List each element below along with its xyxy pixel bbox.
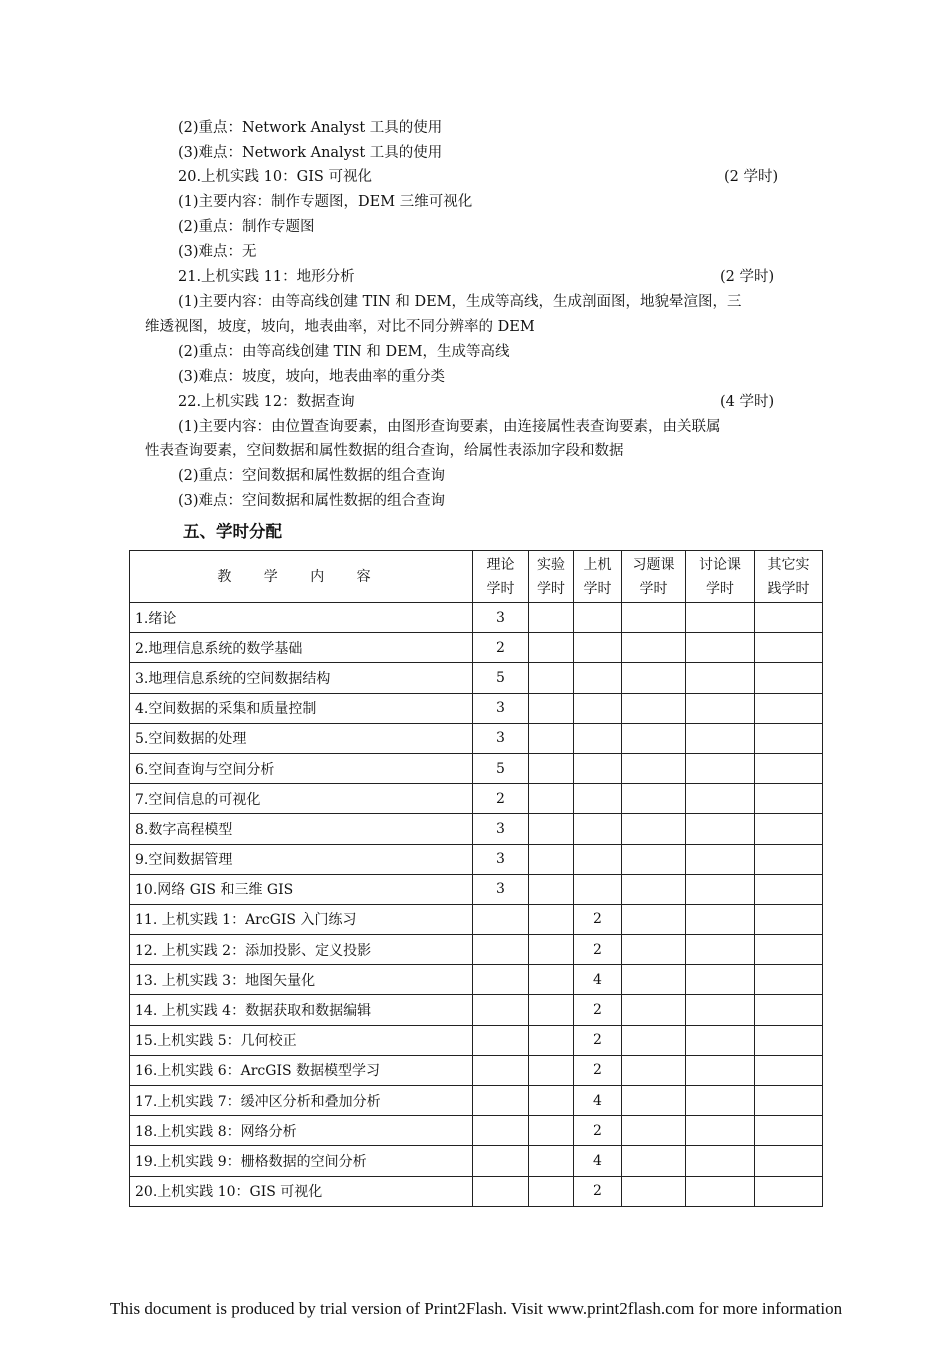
row-discussion-hours — [686, 1055, 755, 1085]
row-lab-hours — [529, 693, 574, 723]
row-content: 18.上机实践 8：网络分析 — [130, 1116, 473, 1146]
row-theory-hours — [473, 935, 529, 965]
row-discussion-hours — [686, 603, 755, 633]
row-other-hours — [755, 723, 823, 753]
row-exercise-hours — [622, 874, 686, 904]
row-theory-hours — [473, 1146, 529, 1176]
row-computer-hours — [574, 633, 622, 663]
row-lab-hours — [529, 784, 574, 814]
hours-label: (2 学时) — [720, 269, 775, 285]
header-content: 教 学 内 容 — [130, 551, 473, 603]
table-row — [130, 814, 823, 844]
row-discussion-hours — [686, 874, 755, 904]
table-row — [130, 874, 823, 904]
row-exercise-hours — [622, 844, 686, 874]
row-lab-hours — [529, 1055, 574, 1085]
row-other-hours — [755, 784, 823, 814]
table-row — [130, 723, 823, 753]
row-lab-hours — [529, 1116, 574, 1146]
row-exercise-hours — [622, 995, 686, 1025]
row-exercise-hours — [622, 814, 686, 844]
table-row — [130, 753, 823, 783]
row-computer-hours — [574, 784, 622, 814]
row-discussion-hours — [686, 1146, 755, 1176]
table-row — [130, 1086, 823, 1116]
table-row — [130, 1116, 823, 1146]
row-computer-hours: 4 — [574, 1086, 622, 1116]
row-discussion-hours — [686, 753, 755, 783]
row-other-hours — [755, 1116, 823, 1146]
item-heading: 21.上机实践 11：地形分析 — [178, 269, 355, 285]
table-row — [130, 693, 823, 723]
row-discussion-hours — [686, 965, 755, 995]
row-computer-hours — [574, 753, 622, 783]
row-content: 16.上机实践 6：ArcGIS 数据模型学习 — [130, 1055, 473, 1085]
row-other-hours — [755, 874, 823, 904]
row-other-hours — [755, 935, 823, 965]
row-computer-hours — [574, 874, 622, 904]
row-other-hours — [755, 693, 823, 723]
row-computer-hours: 2 — [574, 1116, 622, 1146]
row-content: 19.上机实践 9：栅格数据的空间分析 — [130, 1146, 473, 1176]
row-content: 1.绪论 — [130, 603, 473, 633]
row-exercise-hours — [622, 753, 686, 783]
row-other-hours — [755, 753, 823, 783]
text-line: (1)主要内容：由等高线创建 TIN 和 DEM，生成等高线，生成剖面图，地貌晕渲图，三 — [178, 294, 742, 310]
row-discussion-hours — [686, 1025, 755, 1055]
row-discussion-hours — [686, 663, 755, 693]
row-discussion-hours — [686, 935, 755, 965]
row-theory-hours — [473, 1086, 529, 1116]
row-theory-hours: 2 — [473, 784, 529, 814]
row-lab-hours — [529, 965, 574, 995]
row-discussion-hours — [686, 784, 755, 814]
text-line: (3)难点：坡度，坡向，地表曲率的重分类 — [178, 369, 446, 385]
row-exercise-hours — [622, 1146, 686, 1176]
row-computer-hours: 2 — [574, 935, 622, 965]
row-theory-hours: 5 — [473, 753, 529, 783]
row-exercise-hours — [622, 1025, 686, 1055]
header-lab: 实验 学时 — [529, 551, 574, 603]
row-lab-hours — [529, 633, 574, 663]
row-lab-hours — [529, 603, 574, 633]
row-discussion-hours — [686, 814, 755, 844]
row-computer-hours: 4 — [574, 965, 622, 995]
row-exercise-hours — [622, 1055, 686, 1085]
row-content: 5.空间数据的处理 — [130, 723, 473, 753]
row-other-hours — [755, 965, 823, 995]
row-computer-hours: 2 — [574, 1025, 622, 1055]
row-computer-hours: 2 — [574, 1176, 622, 1206]
row-lab-hours — [529, 814, 574, 844]
text-line: (2)重点：制作专题图 — [178, 219, 315, 235]
row-content: 10.网络 GIS 和三维 GIS — [130, 874, 473, 904]
row-content: 14. 上机实践 4：数据获取和数据编辑 — [130, 995, 473, 1025]
row-exercise-hours — [622, 1116, 686, 1146]
row-content: 17.上机实践 7：缓冲区分析和叠加分析 — [130, 1086, 473, 1116]
text-line: 性表查询要素，空间数据和属性数据的组合查询，给属性表添加字段和数据 — [145, 443, 624, 459]
section-title: 五、学时分配 — [183, 522, 282, 541]
row-lab-hours — [529, 995, 574, 1025]
row-lab-hours — [529, 904, 574, 934]
row-theory-hours: 3 — [473, 693, 529, 723]
row-computer-hours: 2 — [574, 904, 622, 934]
row-other-hours — [755, 844, 823, 874]
row-lab-hours — [529, 1146, 574, 1176]
row-exercise-hours — [622, 904, 686, 934]
table-row — [130, 1176, 823, 1206]
row-other-hours — [755, 1176, 823, 1206]
row-discussion-hours — [686, 693, 755, 723]
table-row — [130, 935, 823, 965]
row-discussion-hours — [686, 904, 755, 934]
row-exercise-hours — [622, 723, 686, 753]
row-content: 6.空间查询与空间分析 — [130, 753, 473, 783]
row-theory-hours: 3 — [473, 844, 529, 874]
row-lab-hours — [529, 1025, 574, 1055]
text-line: (1)主要内容：制作专题图，DEM 三维可视化 — [178, 194, 473, 210]
row-other-hours — [755, 603, 823, 633]
row-discussion-hours — [686, 633, 755, 663]
table-row — [130, 995, 823, 1025]
row-content: 15.上机实践 5：几何校正 — [130, 1025, 473, 1055]
row-exercise-hours — [622, 633, 686, 663]
row-discussion-hours — [686, 723, 755, 753]
row-computer-hours — [574, 723, 622, 753]
row-theory-hours: 2 — [473, 633, 529, 663]
item-heading: 20.上机实践 10：GIS 可视化 — [178, 169, 372, 185]
hours-label: (2 学时) — [724, 169, 779, 185]
row-other-hours — [755, 904, 823, 934]
row-theory-hours: 3 — [473, 723, 529, 753]
row-theory-hours — [473, 995, 529, 1025]
text-line: (2)重点：空间数据和属性数据的组合查询 — [178, 468, 446, 484]
table-row — [130, 663, 823, 693]
table-row — [130, 1146, 823, 1176]
row-theory-hours — [473, 965, 529, 995]
table-row — [130, 965, 823, 995]
row-discussion-hours — [686, 1176, 755, 1206]
row-lab-hours — [529, 1176, 574, 1206]
row-exercise-hours — [622, 1086, 686, 1116]
row-lab-hours — [529, 874, 574, 904]
row-content: 11. 上机实践 1：ArcGIS 入门练习 — [130, 904, 473, 934]
text-line: (2)重点：由等高线创建 TIN 和 DEM，生成等高线 — [178, 344, 510, 360]
header-exercise: 习题课 学时 — [622, 551, 686, 603]
row-lab-hours — [529, 753, 574, 783]
table-row — [130, 844, 823, 874]
row-lab-hours — [529, 723, 574, 753]
table-row — [130, 603, 823, 633]
hours-allocation-table — [129, 550, 823, 1207]
row-content: 9.空间数据管理 — [130, 844, 473, 874]
row-theory-hours — [473, 904, 529, 934]
row-computer-hours — [574, 663, 622, 693]
row-content: 20.上机实践 10：GIS 可视化 — [130, 1176, 473, 1206]
row-discussion-hours — [686, 1116, 755, 1146]
row-theory-hours: 3 — [473, 603, 529, 633]
row-lab-hours — [529, 935, 574, 965]
row-exercise-hours — [622, 603, 686, 633]
row-theory-hours — [473, 1176, 529, 1206]
row-computer-hours — [574, 844, 622, 874]
text-line: (3)难点：无 — [178, 244, 257, 260]
table-row — [130, 904, 823, 934]
table-row — [130, 1055, 823, 1085]
table-row — [130, 1025, 823, 1055]
row-theory-hours — [473, 1055, 529, 1085]
row-exercise-hours — [622, 693, 686, 723]
text-line: (1)主要内容：由位置查询要素，由图形查询要素，由连接属性表查询要素，由关联属 — [178, 419, 721, 435]
row-other-hours — [755, 633, 823, 663]
header-computer: 上机 学时 — [574, 551, 622, 603]
table-header-row — [130, 551, 823, 603]
hours-label: (4 学时) — [720, 394, 775, 410]
header-other: 其它实 践学时 — [755, 551, 823, 603]
row-content: 13. 上机实践 3：地图矢量化 — [130, 965, 473, 995]
row-exercise-hours — [622, 935, 686, 965]
row-other-hours — [755, 995, 823, 1025]
row-content: 7.空间信息的可视化 — [130, 784, 473, 814]
row-content: 2.地理信息系统的数学基础 — [130, 633, 473, 663]
row-other-hours — [755, 1055, 823, 1085]
text-line: (3)难点：空间数据和属性数据的组合查询 — [178, 493, 446, 509]
row-other-hours — [755, 1086, 823, 1116]
row-theory-hours: 3 — [473, 874, 529, 904]
row-computer-hours — [574, 693, 622, 723]
row-content: 4.空间数据的采集和质量控制 — [130, 693, 473, 723]
row-lab-hours — [529, 844, 574, 874]
table-body — [130, 603, 823, 1207]
text-line: (2)重点：Network Analyst 工具的使用 — [178, 120, 443, 136]
row-other-hours — [755, 1146, 823, 1176]
row-lab-hours — [529, 663, 574, 693]
row-theory-hours: 3 — [473, 814, 529, 844]
footer-notice: This document is produced by trial version of Print2Flash. Visit www.print2flash.com for more information — [109, 1299, 843, 1318]
text-line: 维透视图，坡度，坡向，地表曲率，对比不同分辨率的 DEM — [145, 319, 535, 335]
row-content: 12. 上机实践 2：添加投影、定义投影 — [130, 935, 473, 965]
row-lab-hours — [529, 1086, 574, 1116]
row-other-hours — [755, 1025, 823, 1055]
row-exercise-hours — [622, 965, 686, 995]
row-discussion-hours — [686, 1086, 755, 1116]
row-other-hours — [755, 663, 823, 693]
row-content: 8.数字高程模型 — [130, 814, 473, 844]
row-computer-hours: 2 — [574, 1055, 622, 1085]
text-line: (3)难点：Network Analyst 工具的使用 — [178, 145, 443, 161]
row-theory-hours — [473, 1025, 529, 1055]
row-computer-hours — [574, 603, 622, 633]
row-discussion-hours — [686, 995, 755, 1025]
item-heading: 22.上机实践 12：数据查询 — [178, 394, 355, 410]
row-theory-hours: 5 — [473, 663, 529, 693]
row-exercise-hours — [622, 1176, 686, 1206]
row-exercise-hours — [622, 663, 686, 693]
row-computer-hours: 2 — [574, 995, 622, 1025]
row-discussion-hours — [686, 844, 755, 874]
row-theory-hours — [473, 1116, 529, 1146]
row-content: 3.地理信息系统的空间数据结构 — [130, 663, 473, 693]
table-row — [130, 633, 823, 663]
header-theory: 理论 学时 — [473, 551, 529, 603]
row-exercise-hours — [622, 784, 686, 814]
row-computer-hours — [574, 814, 622, 844]
row-computer-hours: 4 — [574, 1146, 622, 1176]
table-row — [130, 784, 823, 814]
header-discussion: 讨论课 学时 — [686, 551, 755, 603]
row-other-hours — [755, 814, 823, 844]
